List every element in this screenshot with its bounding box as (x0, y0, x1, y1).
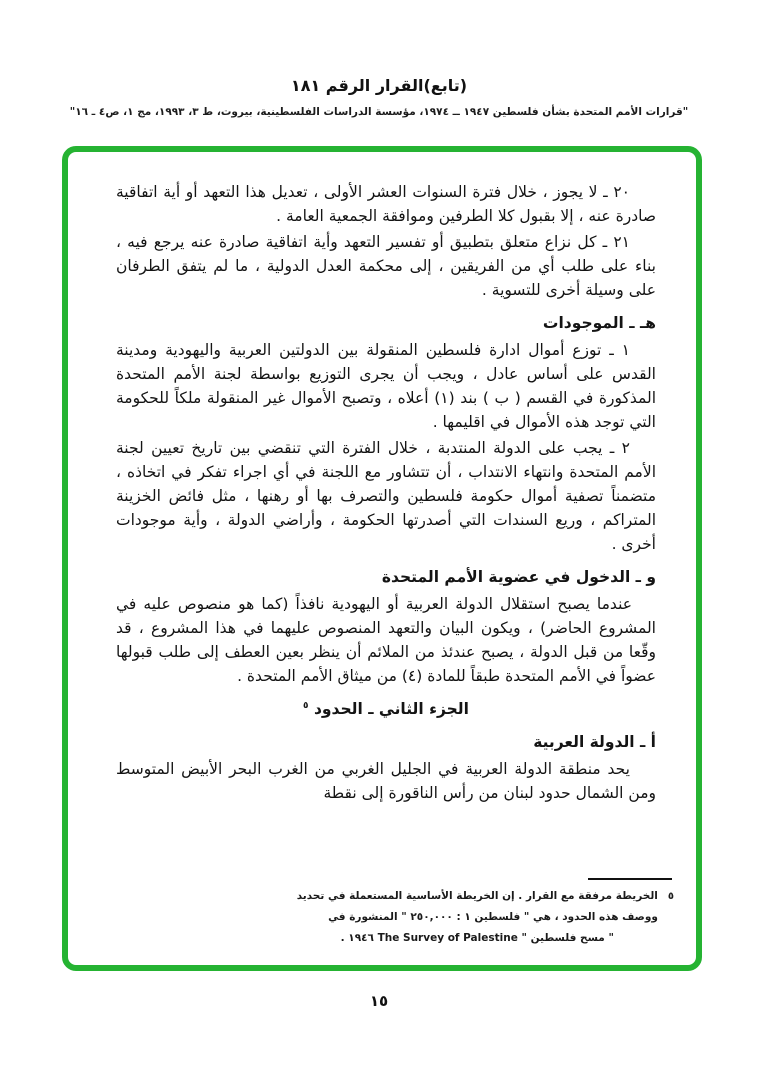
paragraph-item-21: ٢١ ـ كل نزاع متعلق بتطبيق أو تفسير التعهد وأية اتفاقية صادرة عنه يرجع فيه ، بناء على طلب أي من الفريقين ، إلى محكمة العدل الدولية ، ما لم يتفق الطرفان على وسيلة أخرى للتسوية . (116, 233, 656, 299)
section-heading-assets: هـ ـ الموجودات (542, 314, 656, 332)
document-body (116, 180, 656, 807)
paragraph-arab-state-borders: يحد منطقة الدولة العربية في الجليل الغربي من الغرب البحر الأبيض المتوسط ومن الشمال حدود لبنان من رأس الناقورة إلى نقطة (116, 760, 656, 803)
footnote-marker: ٥ (667, 891, 674, 902)
source-citation: "قرارات الأمم المتحدة بشأن فلسطين ١٩٤٧ ــ ١٩٧٤، مؤسسة الدراسات الفلسطينية، بيروت، ط ٣، ١٩٩٣، مج ١، ص٤ ـ ١٦" (69, 106, 689, 118)
footnote-reference-marker: ٥ (303, 701, 309, 711)
section-heading-arab-state: أ ـ الدولة العربية (533, 733, 656, 752)
part-two-heading (116, 694, 656, 721)
page-number: ١٥ (369, 992, 389, 1010)
paragraph-item-2: ٢ ـ يجب على الدولة المنتدبة ، خلال الفترة التي تنقضي بين تاريخ تعيين لجنة الأمم المتحدة وانتهاء الانتداب ، أن تتشاور مع اللجنة في أي اجراء تفكر في اتخاذه ، متضمناً تصفية أموال حكومة فلسطين والتصرف بها أو رهنها ، مثل فائض الخزينة المتراكم ، وريع السندات التي أصدرتها الحكومة ، وأراضي الدولة ، وأية موجودات أخرى . (116, 439, 656, 553)
footnote-block (297, 878, 674, 949)
paragraph-item-20: ٢٠ ـ لا يجوز ، خلال فترة السنوات العشر الأولى ، تعديل هذا التعهد أو أية اتفاقية صادرة عنه ، إلا بقبول كلا الطرفين وموافقة الجمعية العامة . (116, 183, 656, 225)
footnote-line-2: ووصف هذه الحدود ، هي " فلسطين ١ : ٢٥٠,٠٠٠ " المنشورة في (328, 911, 658, 923)
green-border-frame (62, 146, 702, 971)
footnote-text (297, 886, 658, 949)
part-two-heading-text: الجزء الثاني ـ الحدود (313, 700, 469, 719)
footnote-separator-line (588, 878, 672, 880)
paragraph-membership: عندما يصبح استقلال الدولة العربية أو اليهودية نافذاً (كما هو منصوص عليه في المشروع الحاضر) ، ويكون البيان والتعهد المنصوص عليهما في هذا المشروع ، قد وقّعا من قبل الدولة ، يصبح عندئذ من الملائم أن ينظر بعين العطف إلى طلب قبولها عضواً في الأمم المتحدة طبقاً للمادة (٤) من ميثاق الأمم المتحدة . (116, 595, 656, 685)
section-heading-un-membership: و ـ الدخول في عضوية الأمم المتحدة (381, 568, 656, 586)
paragraph-item-1: ١ ـ توزع أموال ادارة فلسطين المنقولة بين الدولتين العربية واليهودية ومدينة القدس على أساس عادل ، ويجب أن يجرى التوزيع بواسطة لجنة الأمم المتحدة المذكورة في القسم ( ب ) بند (١) أعلاه ، وتصبح الأموال غير المنقولة ملكاً للحكومة التي توجد هذه الأموال في اقليمها . (116, 341, 656, 431)
page-title: (تابع)القرار الرقم ١٨١ (290, 76, 468, 95)
footnote-line-3: " مسح فلسطين " The Survey of Palestine ١٩٤٦ . (340, 932, 614, 944)
footnote-line-1: الخريطة مرفقة مع القرار . إن الخريطة الأساسية المستعملة في تحديد (296, 890, 658, 902)
